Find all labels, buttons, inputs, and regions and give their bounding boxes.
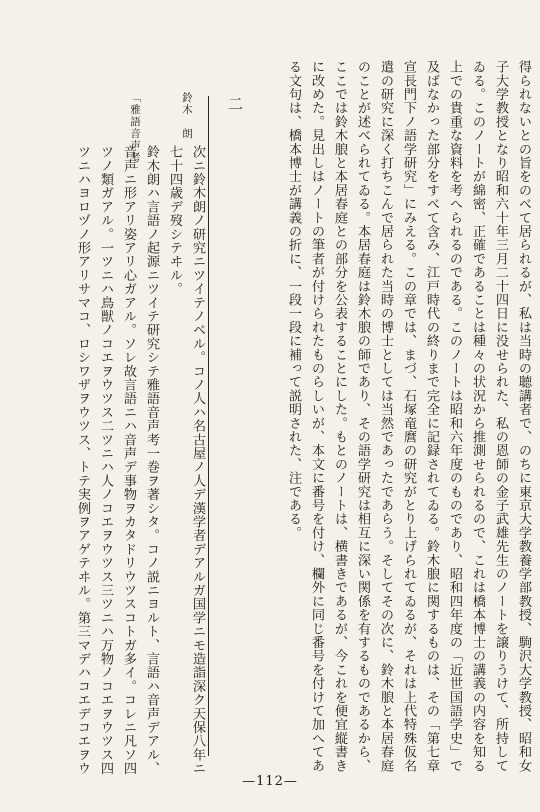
margin-rule-divider xyxy=(208,96,209,756)
marginal-note: 鈴木 朗 xyxy=(181,92,193,140)
text-column: 子大学教授となり昭和六十年三月二十四日に没せられた、私の恩師の金子武雄先生のノートを譲りうけて、所持して xyxy=(493,60,508,773)
text-column: 得られないとの旨をのべて居られるが、私は当時の聴講者で、のちに東京大学教養学部教授、駒沢大学教授、昭和女 xyxy=(516,60,531,773)
text-column: 上での貴重な資料を考へられるのである。このノートは昭和六年度のものであり、昭和四年度の「近世国語学史」で xyxy=(447,60,462,773)
text-column: のことが述べられてゐる。本居春庭は鈴木朖の師であり、その語学研究は相互に深い関係を有するものであるから、 xyxy=(355,60,370,773)
text-column: 次ニ鈴木朗ノ研究ニツイテノベル。コノ人ハ名古屋ノ人デ漢学者デアルガ国学ニモ造詣深ク天保八年ニ xyxy=(190,145,205,776)
text-column: 遣の研究に深く打ちこんで居られた当時の博士としては当然であったであらう。そしてその次に、鈴木朖と本居春庭 xyxy=(378,60,393,773)
section-heading: 二 xyxy=(226,96,244,112)
text-column: 七十四歳デ歿シテヰル。 xyxy=(167,145,182,296)
marginal-note: 「雅語音声考」 xyxy=(129,92,141,176)
text-column: ここでは鈴木朖と本居春庭との部分を公表することにした。もとのノートは、横書きであるが、今これを便宜縦書き xyxy=(332,60,347,773)
text-column: 及ばなかった部分をすべて含み、江戸時代の終りまで完全に記録されてゐる。鈴木朖に関するものは、その「第七章 xyxy=(424,60,439,773)
text-column: ツノ類ガアル。一ツニハ鳥獣ノコエヲウツス二ツニハ人ノコエヲウツス三ツニハ万物ノコエヲウツス四 xyxy=(98,145,113,776)
text-column: る文句は、橋本博士が講義の折に、一段一段に補って説明された、注である。 xyxy=(286,60,301,540)
text-column: 宣長門下ノ語学研究」にみえる。この章では、まづ、石塚竜麿の研究がとり上げられてゐるが、それは上代特殊仮名 xyxy=(401,60,416,773)
text-column: ゐる。このノートが綿密、正確であることは種々の状況から推測せられるので、これは橋本博士の講義の内容を知る xyxy=(470,60,485,773)
text-column: に改めた。見出しはノートの筆者が付けられたものらしいが、本文に番号を付け、欄外に同じ番号を付けて加へてあ xyxy=(309,60,324,773)
text-column: 音声ニ形アリ姿アリ心ガアル。ソレ故言語ニハ音声デ事物ヲカタドリウツスコトガ多イ。コレニ凡ソ四 xyxy=(121,145,136,776)
text-column: ツニハヨロヅノ形アリサマコ、ロシワザヲウツス、トテ実例ヲアゲテヰル。第三マデハコエデコエヲウ xyxy=(75,145,90,776)
text-column: 鈴木朗ハ言語ノ起源ニツイテ研究シテ雅語音声考一巻ヲ著シタ。コノ説ニヨルト、言語ハ音声デアル、 xyxy=(144,145,159,776)
page-number: —112— xyxy=(242,774,298,789)
